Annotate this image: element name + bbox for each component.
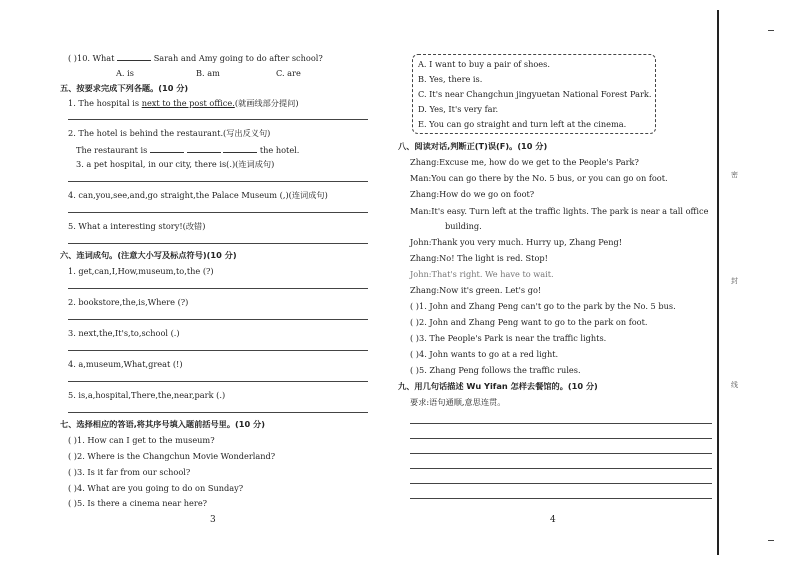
q10-option-b: B. am (196, 68, 220, 78)
sec6-item-1: 1. get,can,I,How,museum,to,the (?) (68, 266, 214, 276)
writing-line[interactable] (410, 468, 712, 469)
binding-char: 密 (731, 171, 738, 179)
sec7-item-2: ( )2. Where is the Changchun Movie Wonderland? (68, 451, 276, 461)
judge-item-3: ( )3. The People's Park is near the traffic lights. (410, 333, 607, 343)
answer-line[interactable] (68, 119, 368, 120)
page-number-left: 3 (210, 515, 216, 525)
q10-stem-a: ( )10. What (68, 53, 115, 63)
sec5-item-1-instr: (就画线部分提问) (234, 98, 299, 108)
page-number-right: 4 (550, 515, 556, 525)
binding-char: 封 (731, 277, 738, 285)
sec5-item-3: 3. a pet hospital, in our city, there is(.)(连词成句) (76, 159, 275, 169)
judge-item-5: ( )5. Zhang Peng follows the traffic rules. (410, 365, 581, 375)
dialogue-line: Man:It's easy. Turn left at the traffic lights. The park is near a tall office (410, 206, 709, 216)
answer-line[interactable] (68, 412, 368, 413)
box-option-c: C. It's near Changchun jingyuetan National Forest Park. (418, 89, 652, 99)
writing-line[interactable] (410, 483, 712, 484)
answer-line[interactable] (68, 212, 368, 213)
writing-line[interactable] (410, 438, 712, 439)
sec7-item-5: ( )5. Is there a cinema near here? (68, 498, 208, 508)
answer-line[interactable] (68, 319, 368, 320)
dialogue-line: Zhang:No! The light is red. Stop! (410, 253, 548, 263)
answer-line[interactable] (68, 288, 368, 289)
q10-blank[interactable] (117, 52, 151, 61)
dialogue-line: Zhang:How do we go on foot? (410, 189, 535, 199)
sec5-item-5: 5. What a interesting story!(改错) (68, 221, 206, 231)
sec7-item-1: ( )1. How can I get to the museum? (68, 435, 215, 445)
fill-blank[interactable] (223, 144, 257, 153)
sec7-item-3: ( )3. Is it far from our school? (68, 467, 191, 477)
sec6-item-2: 2. bookstore,the,is,Where (?) (68, 297, 189, 307)
sec5-item-2-fill-b: the hotel. (259, 145, 300, 155)
section-9-requirement: 要求:语句通顺,意思连贯。 (410, 397, 506, 407)
dialogue-line: Zhang:Now it's green. Let's go! (410, 285, 542, 295)
judge-item-1: ( )1. John and Zhang Peng can't go to the park by the No. 5 bus. (410, 301, 676, 311)
binding-tick (768, 30, 774, 31)
box-option-a: A. I want to buy a pair of shoes. (418, 59, 550, 69)
q10-option-a: A. is (116, 68, 134, 78)
sec5-item-1-text: 1. The hospital is (68, 98, 142, 108)
q10-question (68, 52, 323, 63)
q10-option-c: C. are (276, 68, 301, 78)
box-option-b: B. Yes, there is. (418, 74, 483, 84)
dialogue-line: John:That's right. We have to wait. (410, 269, 554, 279)
answer-line[interactable] (68, 181, 368, 182)
binding-char: 线 (731, 381, 738, 389)
binding-tick (768, 540, 774, 541)
fill-blank[interactable] (150, 144, 184, 153)
writing-line[interactable] (410, 453, 712, 454)
sec5-item-1-underlined: next to the post office. (141, 98, 235, 108)
sec5-item-4: 4. can,you,see,and,go straight,the Palace Museum (,)(连词成句) (68, 190, 328, 200)
sec5-item-2-fill (76, 144, 299, 155)
judge-item-2: ( )2. John and Zhang Peng want to go to the park on foot. (410, 317, 648, 327)
answer-line[interactable] (68, 381, 368, 382)
sec6-item-4: 4. a,museum,What,great (!) (68, 359, 183, 369)
section-7-title: 七、选择相应的答语,将其序号填入题前括号里。(10 分) (60, 419, 265, 429)
box-option-d: D. Yes, It's very far. (418, 104, 499, 114)
answer-line[interactable] (68, 350, 368, 351)
fill-blank[interactable] (187, 144, 221, 153)
judge-item-4: ( )4. John wants to go at a red light. (410, 349, 559, 359)
section-9-title: 九、用几句话描述 Wu Yifan 怎样去餐馆的。(10 分) (398, 381, 598, 391)
sec7-item-4: ( )4. What are you going to do on Sunday? (68, 483, 244, 493)
dialogue-line: Man:You can go there by the No. 5 bus, or you can go on foot. (410, 173, 668, 183)
section-6-title: 六、连词成句。(注意大小写及标点符号)(10 分) (60, 250, 237, 260)
sec6-item-5: 5. is,a,hospital,There,the,near,park (.) (68, 390, 226, 400)
dialogue-line: building. (445, 221, 482, 231)
writing-line[interactable] (410, 498, 712, 499)
section-8-title: 八、阅读对话,判断正(T)误(F)。(10 分) (398, 141, 548, 151)
writing-line[interactable] (410, 423, 712, 424)
sec5-item-2-fill-a: The restaurant is (76, 145, 148, 155)
section-5-title: 五、按要求完成下列各题。(10 分) (60, 83, 189, 93)
binding-line (717, 10, 719, 555)
q10-stem-b: Sarah and Amy going to do after school? (153, 53, 323, 63)
dialogue-line: Zhang:Excuse me, how do we get to the People's Park? (410, 157, 639, 167)
answer-line[interactable] (68, 243, 368, 244)
box-option-e: E. You can go straight and turn left at the cinema. (418, 119, 627, 129)
dialogue-line: John:Thank you very much. Hurry up, Zhang Peng! (410, 237, 623, 247)
sec5-item-1 (68, 98, 299, 108)
sec5-item-2: 2. The hotel is behind the restaurant.(写出反义句) (68, 128, 271, 138)
sec6-item-3: 3. next,the,It's,to,school (.) (68, 328, 180, 338)
